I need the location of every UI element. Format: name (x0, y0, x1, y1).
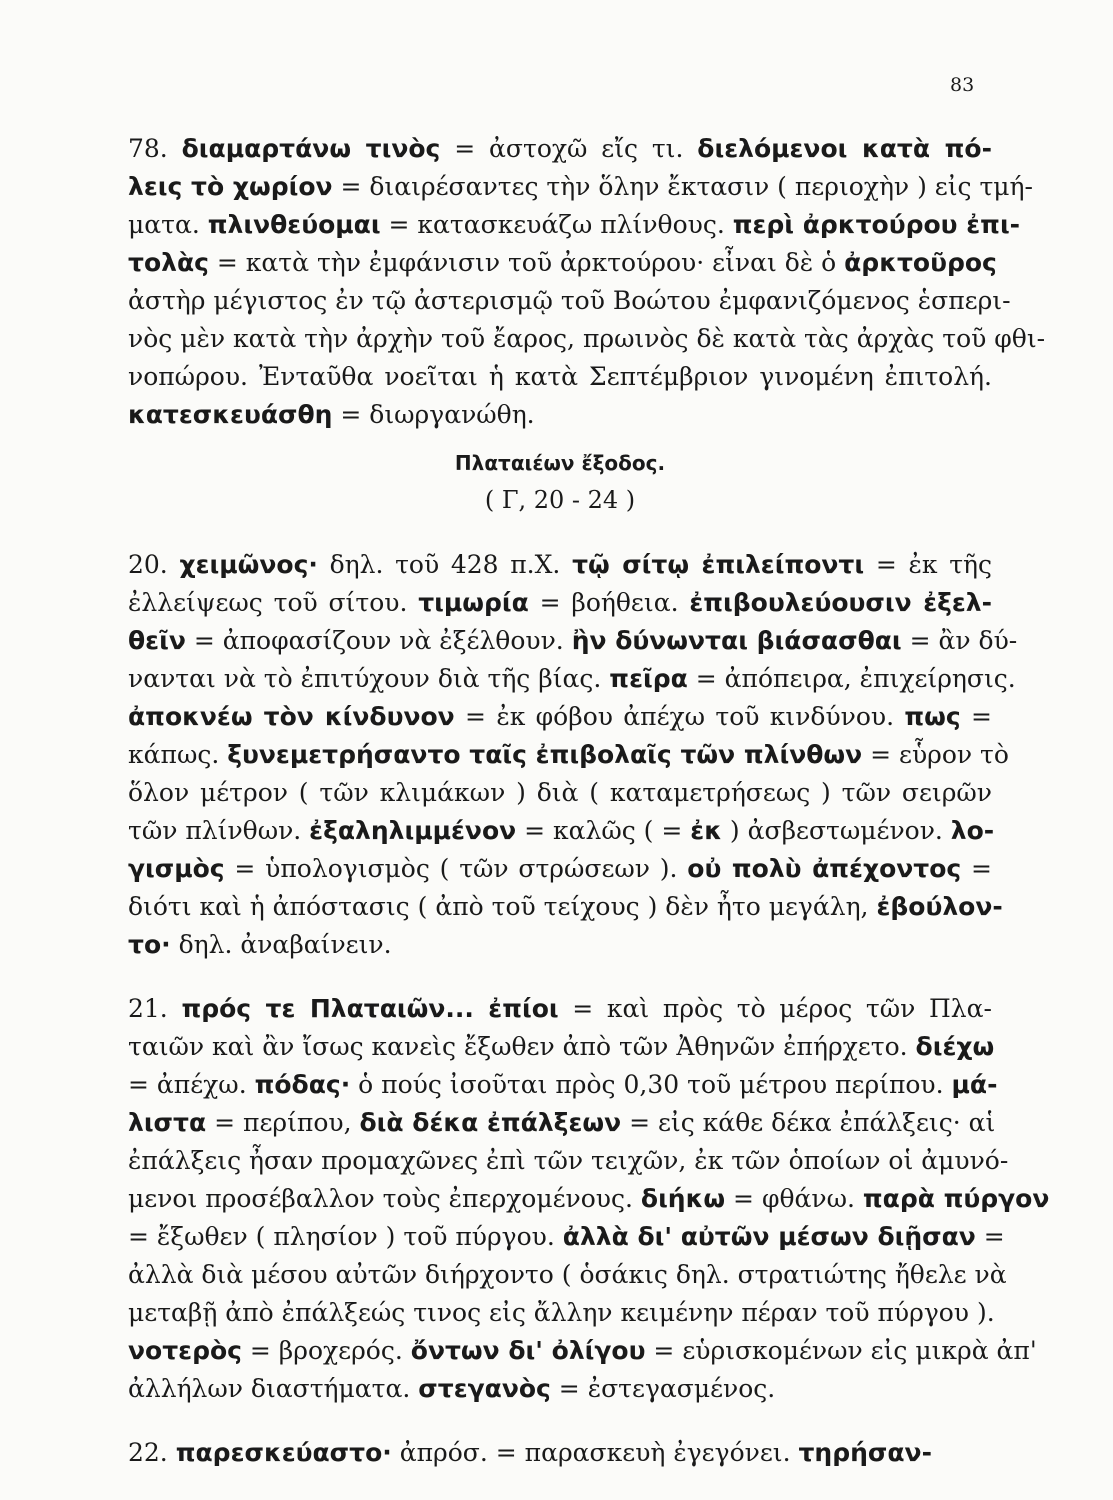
gloss-text: ὁ πούς ἰσοῦται πρὸς 0,30 τοῦ μέτρου περίπου. (350, 1070, 952, 1099)
text-line (128, 282, 1011, 320)
gloss-text: = ἀπόπειρα, ἐπιχείρησις. (687, 664, 1016, 693)
gloss-text: = ἀστοχῶ εἴς τι. (440, 134, 698, 163)
page-content (128, 130, 1050, 1472)
text-line (128, 206, 1021, 244)
text-line (128, 1142, 1009, 1180)
text-line (128, 546, 992, 584)
gloss-text: = διωργανώθη. (332, 400, 535, 429)
lemma-term: παρεσκεύαστο· (175, 1438, 392, 1467)
gloss-text: = φθάνω. (725, 1184, 863, 1213)
text-line (128, 850, 992, 888)
gloss-text: = εὗρον τὸ (862, 740, 1009, 769)
lemma-term: θεῖν (128, 626, 186, 655)
gloss-text: νὸς μὲν κατὰ τὴν ἀρχὴν τοῦ ἔαρος, πρωινὸς δὲ κατὰ τὰς ἀρχὰς τοῦ φθι- (128, 324, 1046, 353)
lemma-term: στεγανὸς (418, 1374, 551, 1403)
lemma-term: λο- (950, 816, 995, 845)
lemma-term: ἐξαληλιμμένον (309, 816, 517, 845)
lemma-term: πεῖρα (609, 664, 688, 693)
gloss-text: νοπώρου. Ἐνταῦθα νοεῖται ἡ κατὰ Σεπτέμβριον γινομένη ἐπιτολή. (128, 362, 992, 391)
gloss-text: = βοήθεια. (528, 588, 690, 617)
text-line (128, 130, 992, 168)
text-line (128, 1332, 1037, 1370)
text-line (128, 926, 992, 964)
lemma-term: οὐ πολὺ ἀπέχοντος (687, 854, 962, 883)
text-line (128, 1104, 996, 1142)
text-line (128, 698, 992, 736)
lemma-term: διαμαρτάνω τινὸς (181, 134, 441, 163)
gloss-text: = (975, 1222, 1005, 1251)
gloss-text: 20. (128, 550, 180, 579)
lemma-term: τῷ σίτῳ ἐπιλείποντι (572, 550, 865, 579)
gloss-text: ὅλον μέτρον ( τῶν κλιμάκων ) διὰ ( καταμετρήσεως ) τῶν σειρῶν (128, 778, 992, 807)
gloss-text: = ἐστεγασμένος. (550, 1374, 776, 1403)
lemma-term: λιστα (128, 1108, 207, 1137)
lemma-term: ἀποκνέω τὸν κίνδυνον (128, 702, 455, 731)
lemma-term: διὰ δέκα ἐπάλξεων (359, 1108, 622, 1137)
text-line (128, 660, 1016, 698)
text-line (128, 1218, 1005, 1256)
gloss-text: νανται νὰ τὸ ἐπιτύχουν διὰ τῆς βίας. (128, 664, 610, 693)
text-line (128, 736, 1009, 774)
text-line (128, 1294, 995, 1332)
commentary-paragraph-22 (128, 1434, 992, 1472)
lemma-term: ἀρκτοῦρος (844, 248, 997, 277)
text-line (128, 320, 1046, 358)
gloss-text: 21. (128, 994, 182, 1023)
lemma-term: περὶ ἀρκτούρου ἐπι- (732, 210, 1021, 239)
gloss-text: = περίπου, (206, 1108, 360, 1137)
gloss-text: = ἔξωθεν ( πλησίον ) τοῦ πύργου. (128, 1222, 563, 1251)
text-line (128, 812, 995, 850)
text-line (128, 1180, 1050, 1218)
lemma-term: ἀλλὰ δι' αὐτῶν μέσων διῇσαν (562, 1222, 976, 1251)
lemma-term: πως (904, 702, 961, 731)
gloss-text: ἀστὴρ μέγιστος ἐν τῷ ἀστερισμῷ τοῦ Βοώτου ἐμφανιζόμενος ἑσπερι- (128, 286, 1011, 315)
gloss-text: = (960, 702, 992, 731)
gloss-text: = ὑπολογισμὸς ( τῶν στρώσεων ). (224, 854, 688, 883)
gloss-text: τῶν πλίνθων. (128, 816, 310, 845)
text-line (128, 396, 992, 434)
gloss-text: κάπως. (128, 740, 228, 769)
text-line (128, 1370, 992, 1408)
lemma-term: λεις τὸ χωρίον (128, 172, 333, 201)
gloss-text: = καὶ πρὸς τὸ μέρος τῶν Πλα- (558, 994, 992, 1023)
gloss-text: διότι καὶ ἡ ἀπόστασις ( ἀπὸ τοῦ τείχους ) δὲν ἦτο μεγάλη, (128, 892, 877, 921)
text-line (128, 584, 992, 622)
gloss-text: = (961, 854, 992, 883)
gloss-text: ματα. (128, 210, 208, 239)
lemma-term: διέχω (915, 1032, 995, 1061)
lemma-term: πόδας· (254, 1070, 351, 1099)
commentary-paragraph-21 (128, 990, 1050, 1408)
page-number: 83 (950, 74, 975, 96)
text-line (128, 1434, 992, 1472)
text-line (128, 990, 992, 1028)
lemma-term: ξυνεμετρήσαντο ταῖς ἐπιβολαῖς τῶν πλίνθων (227, 740, 863, 769)
lemma-term: γισμὸς (128, 854, 225, 883)
lemma-term: μά- (951, 1070, 998, 1099)
lemma-term: ἐκ (690, 816, 722, 845)
lemma-term: διήκω (640, 1184, 726, 1213)
gloss-text: = κατασκευάζω πλίνθους. (380, 210, 733, 239)
gloss-text: = εἰς κάθε δέκα ἐπάλξεις· αἱ (621, 1108, 996, 1137)
gloss-text: ἀλλήλων διαστήματα. (128, 1374, 419, 1403)
gloss-text: = εὑρισκομένων εἰς μικρὰ ἀπ' (645, 1336, 1037, 1365)
lemma-term: το· (128, 930, 171, 959)
gloss-text: δηλ. τοῦ 428 π.Χ. (317, 550, 573, 579)
commentary-paragraph-20 (128, 546, 1018, 964)
text-line (128, 1256, 1007, 1294)
gloss-text: μεταβῇ ἀπὸ ἐπάλξεώς τινος εἰς ἄλλην κειμένην πέραν τοῦ πύργου ). (128, 1298, 995, 1327)
text-line (128, 168, 1033, 206)
lemma-term: χειμῶνος· (179, 550, 318, 579)
lemma-term: πλινθεύομαι (207, 210, 381, 239)
text-line (128, 774, 992, 812)
gloss-text: = βροχερός. (241, 1336, 411, 1365)
gloss-text: ταιῶν καὶ ἂν ἴσως κανεὶς ἔξωθεν ἀπὸ τῶν Ἀθηνῶν ἐπήρχετο. (128, 1032, 916, 1061)
gloss-text: = ἂν δύ- (901, 626, 1018, 655)
text-line (128, 888, 1003, 926)
text-line (128, 358, 992, 396)
commentary-paragraph-78 (128, 130, 1046, 434)
gloss-text: 78. (128, 134, 182, 163)
lemma-term: παρὰ πύργον (862, 1184, 1050, 1213)
lemma-term: ἐβούλον- (876, 892, 1003, 921)
gloss-text: 22. (128, 1438, 176, 1467)
section-reference: ( Γ, 20 - 24 ) (484, 486, 636, 514)
gloss-text: = κατὰ τὴν ἐμφάνισιν τοῦ ἀρκτούρου· εἶναι δὲ ὁ (208, 248, 845, 277)
gloss-text: δηλ. ἀναβαίνειν. (170, 930, 392, 959)
lemma-term: νοτερὸς (128, 1336, 242, 1365)
text-line (128, 1028, 995, 1066)
gloss-text: μενοι προσέβαλλον τοὺς ἐπερχομένους. (128, 1184, 641, 1213)
lemma-term: τολὰς (128, 248, 209, 277)
text-line (128, 244, 997, 282)
lemma-term: πρός τε Πλαταιῶν... ἐπίοι (181, 994, 559, 1023)
text-line (128, 1066, 998, 1104)
gloss-text: ἐπάλξεις ἦσαν προμαχῶνες ἐπὶ τῶν τειχῶν, ἐκ τῶν ὁποίων οἱ ἀμυνό- (128, 1146, 1009, 1175)
lemma-term: τιμωρία (418, 588, 529, 617)
lemma-term: κατεσκευάσθη (128, 400, 333, 429)
gloss-text: ἐλλείψεως τοῦ σίτου. (128, 588, 419, 617)
lemma-term: ἐπιβουλεύουσιν ἐξελ- (689, 588, 992, 617)
lemma-term: ἢν δύνωνται βιάσασθαι (571, 626, 902, 655)
gloss-text: ) ἀσβεστωμένον. (721, 816, 951, 845)
gloss-text: = ἀπέχω. (128, 1070, 255, 1099)
lemma-term: ὄντων δι' ὀλίγου (410, 1336, 646, 1365)
gloss-text: = ἐκ φόβου ἀπέχω τοῦ κινδύνου. (454, 702, 905, 731)
text-line (128, 622, 1018, 660)
lemma-term: τηρήσαν- (798, 1438, 932, 1467)
gloss-text: ἀλλὰ διὰ μέσου αὐτῶν διήρχοντο ( ὁσάκις δηλ. στρατιώτης ἤθελε νὰ (128, 1260, 1007, 1289)
gloss-text: = ἀποφασίζουν νὰ ἐξέλθουν. (185, 626, 572, 655)
gloss-text: = ἐκ τῆς (864, 550, 992, 579)
lemma-term: διελόμενοι κατὰ πό- (697, 134, 992, 163)
gloss-text: ἀπρόσ. = παρασκευὴ ἐγεγόνει. (391, 1438, 799, 1467)
gloss-text: = καλῶς ( = (516, 816, 691, 845)
section-heading: Πλαταιέων ἔξοδος. (454, 451, 666, 475)
gloss-text: = διαιρέσαντες τὴν ὅλην ἔκτασιν ( περιοχὴν ) εἰς τμή- (332, 172, 1033, 201)
